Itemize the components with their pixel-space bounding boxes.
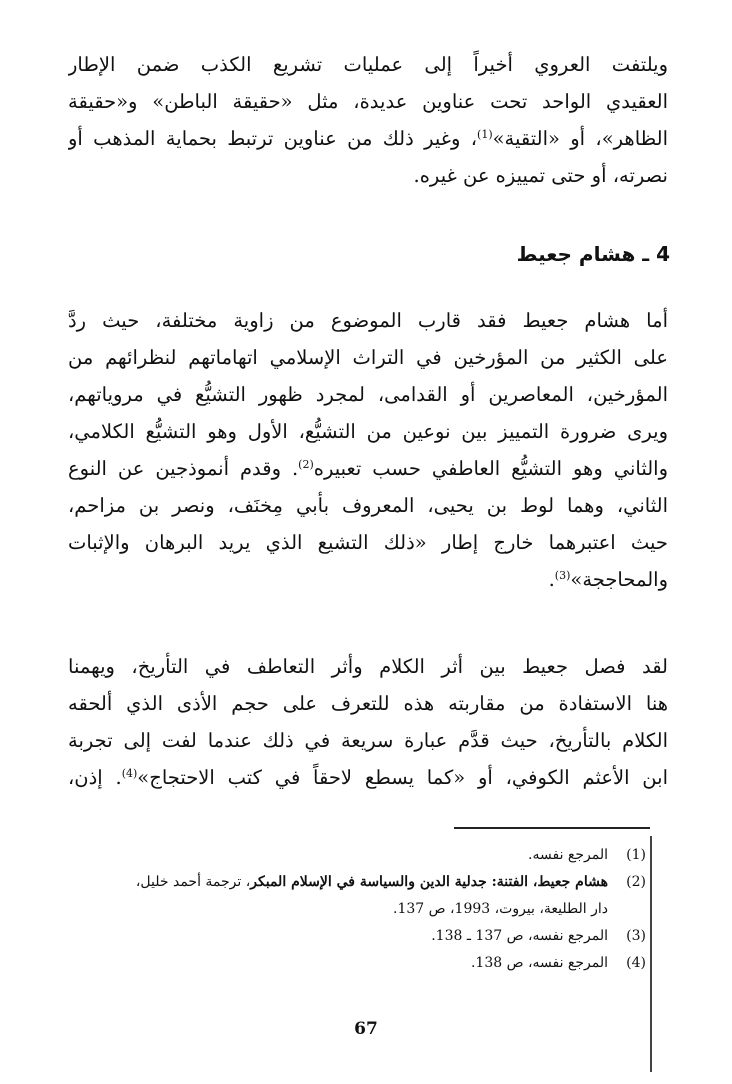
text-line: أما هشام جعيط فقد قارب الموضوع من زاوية مختلفة، حيث ردَّ bbox=[68, 309, 668, 332]
footnote-separator bbox=[454, 827, 650, 829]
text-line: لقد فصل جعيط بين أثر الكلام وأثر التعاطف في التأريخ، ويهمنا bbox=[68, 655, 668, 678]
text-line: على الكثير من المؤرخين في التراث الإسلامي اتهاماتهم لنظرائهم من bbox=[68, 346, 668, 369]
paragraph-3 bbox=[68, 648, 668, 796]
footnote-number: (1) bbox=[626, 847, 646, 863]
footnote-ref-2: (2) bbox=[298, 457, 314, 471]
footnote-ref-3: (3) bbox=[554, 568, 571, 582]
text-segment: ابن الأعثم الكوفي، أو «كما يسطع لاحقاً في كتب الاحتجاج» bbox=[137, 766, 668, 789]
text-line bbox=[68, 450, 668, 487]
text-line: الكلام بالتأريخ، حيث قدَّم عبارة سريعة في ذلك عندما لفت إلى تجربة bbox=[68, 729, 668, 752]
text-line: الثاني، وهما لوط بن يحيى، المعروف بأبي مِخنَف، ونصر بن مزاحم، bbox=[68, 494, 668, 517]
footnote-number: (3) bbox=[626, 928, 646, 944]
text-segment: . إذن، bbox=[68, 766, 122, 789]
text-segment: . وقدم أنموذجين عن النوع bbox=[68, 457, 299, 480]
footnote-continuation: دار الطليعة، بيروت، 1993، ص 137. bbox=[392, 901, 608, 917]
paragraph-2 bbox=[68, 302, 668, 598]
text-line: العقيدي الواحد تحت عناوين عديدة، مثل «حقيقة الباطن» و«حقيقة bbox=[68, 90, 668, 113]
text-line: المؤرخين، المعاصرين أو القدامى، لمجرد ظهور التشيُّع في مروياتهم، bbox=[68, 383, 668, 406]
text-segment: والثاني وهو التشيُّع العاطفي حسب تعبيره bbox=[313, 457, 668, 480]
footnote bbox=[70, 842, 650, 869]
text-segment: ، وغير ذلك من عناوين ترتبط بحماية المذهب أو bbox=[68, 127, 478, 150]
text-segment: . bbox=[548, 568, 555, 591]
text-line: نصرته، أو حتى تمييزه عن غيره. bbox=[413, 164, 668, 187]
footnotes bbox=[70, 842, 650, 977]
text-line: ويلتفت العروي أخيراً إلى عمليات تشريع الكذب ضمن الإطار bbox=[68, 53, 668, 76]
text-line bbox=[68, 759, 668, 796]
footnote-text: المرجع نفسه، ص 137 ـ 138. bbox=[431, 928, 608, 944]
book-title: هشام جعيط، الفتنة: جدلية الدين والسياسة في الإسلام المبكر bbox=[250, 874, 608, 890]
text-line bbox=[68, 561, 668, 598]
text-line bbox=[68, 120, 668, 157]
page-number: 67 bbox=[354, 1019, 378, 1039]
text-line: ويرى ضرورة التمييز بين نوعين من التشيُّع، الأول وهو التشيُّع الكلامي، bbox=[68, 420, 668, 443]
footnote-text: المرجع نفسه، ص 138. bbox=[470, 955, 608, 971]
footnote bbox=[70, 950, 650, 977]
footnote-number: (4) bbox=[626, 955, 646, 971]
footnote-ref-4: (4) bbox=[121, 766, 138, 780]
footnote bbox=[70, 869, 650, 923]
text-segment: والمحاججة» bbox=[570, 568, 668, 591]
footnote-text bbox=[70, 869, 608, 896]
text-segment: الظاهر»، أو «التقية» bbox=[492, 127, 668, 150]
footnote bbox=[70, 923, 650, 950]
text-line: هنا الاستفادة من مقاربته هذه للتعرف على حجم الأذى الذي ألحقه bbox=[68, 692, 668, 715]
paragraph-1 bbox=[68, 46, 668, 194]
section-heading: 4 ـ هشام جعيط bbox=[516, 242, 670, 266]
text-line: حيث اعتبرهما خارج إطار «ذلك التشيع الذي يريد البرهان والإثبات bbox=[68, 531, 668, 554]
footnote-text-rest: ، ترجمة أحمد خليل، bbox=[135, 874, 251, 890]
footnote-text: المرجع نفسه. bbox=[528, 847, 608, 863]
footnote-ref-1: (1) bbox=[477, 127, 493, 141]
footnote-number: (2) bbox=[626, 874, 646, 890]
